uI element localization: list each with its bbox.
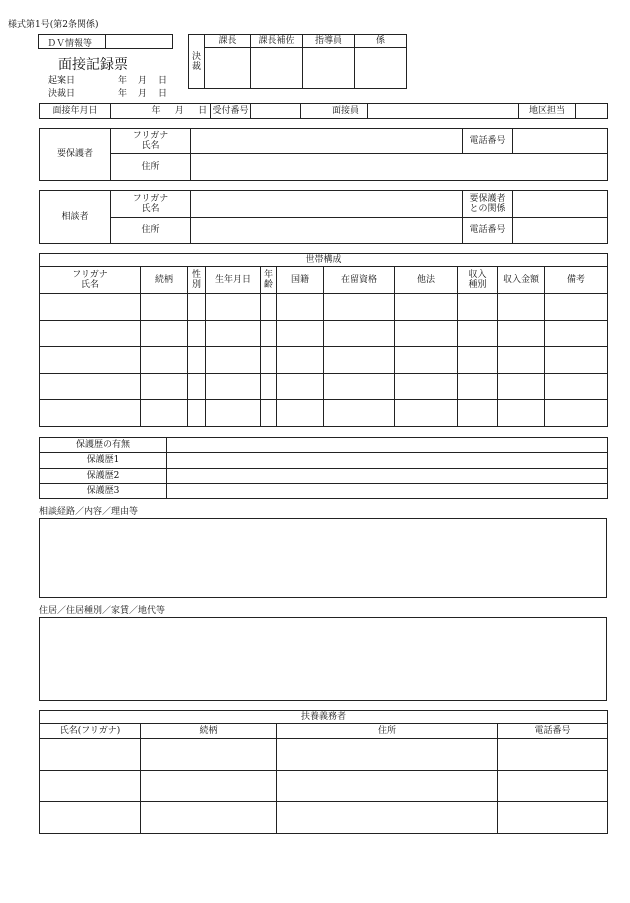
col-name: フリガナ 氏名 [40,267,141,294]
table-row[interactable] [40,400,608,427]
stamp-kacho[interactable] [205,48,251,89]
col-sex: 性 別 [188,267,206,294]
guardian-phone-field[interactable] [513,129,608,154]
consultant-name-field[interactable] [191,191,463,218]
col-dob: 生年月日 [206,267,261,294]
protection-history-3-label: 保護歴3 [40,484,167,499]
approver-shidoin: 指導員 [303,35,355,48]
kian-day: 日 [158,76,168,86]
page-title: 面接記録票 [58,57,128,73]
district-label: 地区担当 [519,104,576,119]
stamp-kacho-hosa[interactable] [251,48,303,89]
col-age: 年 齢 [261,267,277,294]
consultant-phone-label: 電話番号 [463,218,513,244]
guardian-name-field[interactable] [191,129,463,154]
table-row[interactable] [40,347,608,374]
kian-label: 起案日 [48,76,76,86]
dv-label: ＤＶ情報等 [47,39,93,49]
form-id: 様式第1号(第2条関係) [8,20,99,30]
dependents-title: 扶養義務者 [40,711,608,724]
guardian-table [39,128,608,181]
interview-date-field[interactable]: 年 月 日 [111,104,211,119]
household-title: 世帯構成 [40,254,608,267]
guardian-phone-label: 電話番号 [463,129,513,154]
approver-kacho: 課長 [205,35,251,48]
interview-row [39,103,608,119]
table-row[interactable] [40,374,608,400]
reception-no-label: 受付番号 [211,104,251,119]
dep-col-phone: 電話番号 [498,724,608,739]
consultant-phone-field[interactable] [513,218,608,244]
household-table [39,253,608,427]
approver-kacho-hosa: 課長補佐 [251,35,303,48]
dep-col-relation: 続柄 [141,724,277,739]
guardian-label: 要保護者 [40,129,111,181]
guardian-name-label: フリガナ 氏名 [111,129,191,154]
protection-history-1-field[interactable] [167,453,608,469]
consultant-name-label: フリガナ 氏名 [111,191,191,218]
col-income-type: 収入 種別 [458,267,498,294]
consultant-label: 相談者 [40,191,111,244]
kessai-month: 月 [138,89,148,99]
consultant-address-field[interactable] [191,218,463,244]
kian-year: 年 [118,76,128,86]
interview-date-label: 面接年月日 [40,104,111,119]
consultation-label: 相談経路／内容／理由等 [39,507,139,517]
protection-has-field[interactable] [167,438,608,453]
col-income-amount: 収入金額 [498,267,545,294]
protection-history-2-field[interactable] [167,469,608,484]
reception-no-field[interactable] [251,104,301,119]
guardian-address-label: 住所 [111,154,191,181]
consultation-field[interactable] [39,518,607,598]
dv-box [38,34,173,49]
col-nationality: 国籍 [277,267,324,294]
kessai-label: 決裁日 [48,89,76,99]
kessai-side-label: 決裁 [189,35,205,89]
table-row[interactable] [40,294,608,321]
table-row[interactable] [40,739,608,771]
kessai-year: 年 [118,89,128,99]
district-field[interactable] [576,104,608,119]
col-other-law: 他法 [395,267,458,294]
residence-field[interactable] [39,617,607,701]
kian-month: 月 [138,76,148,86]
stamp-kakari[interactable] [355,48,407,89]
residence-label: 住居／住居種別／家賃／地代等 [39,606,166,616]
kessai-day: 日 [158,89,168,99]
approval-table [188,34,407,89]
table-row[interactable] [40,771,608,802]
consultant-relation-field[interactable] [513,191,608,218]
table-row[interactable] [40,802,608,834]
interviewer-label: 面接員 [301,104,368,119]
protection-history-1-label: 保護歴1 [40,453,167,469]
table-row[interactable] [40,321,608,347]
interviewer-field[interactable] [368,104,519,119]
consultant-table [39,190,608,244]
col-relation: 続柄 [141,267,188,294]
approver-kakari: 係 [355,35,407,48]
protection-has-label: 保護歴の有無 [40,438,167,453]
col-residence: 在留資格 [324,267,395,294]
dependents-table [39,710,608,834]
stamp-shidoin[interactable] [303,48,355,89]
consultant-relation-label: 要保護者 との関係 [463,191,513,218]
consultant-address-label: 住所 [111,218,191,244]
dep-col-address: 住所 [277,724,498,739]
protection-history-2-label: 保護歴2 [40,469,167,484]
dep-col-name: 氏名(フリガナ) [40,724,141,739]
guardian-address-field[interactable] [191,154,608,181]
protection-table [39,437,608,499]
col-remarks: 備考 [545,267,608,294]
protection-history-3-field[interactable] [167,484,608,499]
